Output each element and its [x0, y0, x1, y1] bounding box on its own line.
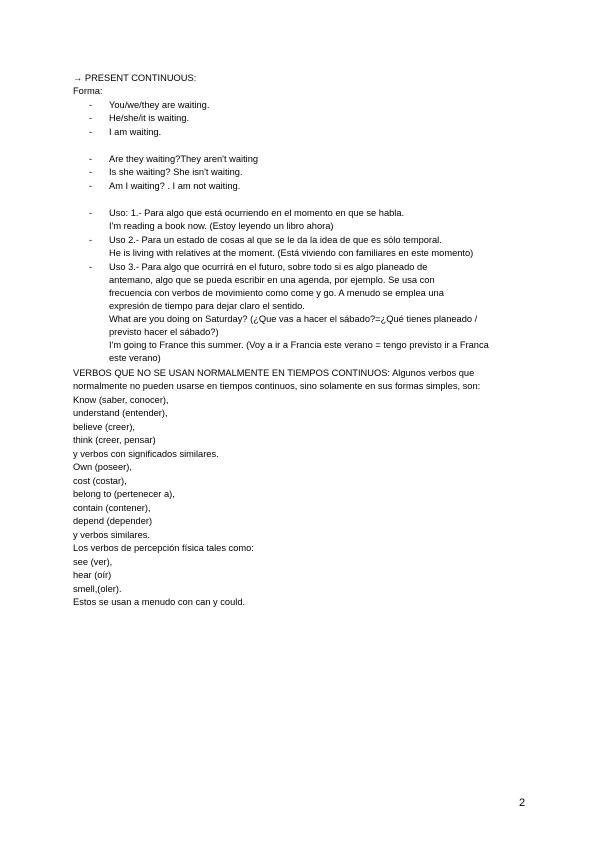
- verbs-line: cost (costar),: [73, 476, 127, 486]
- verbs-heading: VERBOS QUE NO SE USAN NORMALMENTE EN TIEMPOS CONTINUOS: Algunos verbos que: [73, 368, 475, 378]
- verbs-line: y verbos similares.: [73, 530, 150, 540]
- bullet-dash: -: [89, 127, 93, 137]
- uso-line: He is living with relatives at the moment. (Está viviendo con familiares en este momento): [109, 248, 474, 258]
- bullet-dash: -: [89, 167, 93, 177]
- verbs-line: Own (poseer),: [73, 462, 132, 472]
- verbs-line: y verbos con significados similares.: [73, 449, 219, 459]
- uso-line: este verano): [109, 353, 161, 363]
- uso-line: frecuencia con verbos de movimiento como come y go. A menudo se emplea una: [109, 288, 444, 298]
- verbs-line: Estos se usan a menudo con can y could.: [73, 597, 246, 607]
- forma-label: Forma:: [73, 86, 103, 96]
- uso-line: Uso 3.- Para algo que ocurrirá en el futuro, sobre todo si es algo planeado de: [109, 262, 428, 272]
- list-item: You/we/they are waiting.: [109, 100, 210, 110]
- verbs-line: smell,(oler).: [73, 584, 122, 594]
- uso-line: expresión de tiempo para dejar claro el sentido.: [109, 301, 305, 311]
- verbs-line: Los verbos de percepción física tales como:: [73, 543, 254, 553]
- bullet-dash: -: [89, 208, 93, 218]
- page-number: 2: [519, 797, 526, 809]
- uso-line: Uso 2.- Para un estado de cosas al que se le da la idea de que es sólo temporal.: [109, 235, 442, 245]
- bullet-dash: -: [89, 262, 93, 272]
- list-item: Am I waiting? . I am not waiting.: [109, 181, 241, 191]
- verbs-line: contain (contener),: [73, 503, 151, 513]
- uso-line: Uso: 1.- Para algo que está ocurriendo en el momento en que se habla.: [109, 208, 405, 218]
- list-item: He/she/it is waiting.: [109, 113, 190, 123]
- uso-line: I'm reading a book now. (Estoy leyendo un libro ahora): [109, 221, 334, 231]
- verbs-line: normalmente no pueden usarse en tiempos continuos, sino solamente en sus formas simples, son:: [73, 381, 481, 391]
- verbs-line: hear (oír): [73, 570, 112, 580]
- uso-line: I'm going to France this summer. (Voy a ir a Francia este verano = tengo previsto ir a Franca: [109, 340, 489, 350]
- list-item: Are they waiting?They aren't waiting: [109, 154, 259, 164]
- verbs-line: depend (depender): [73, 516, 153, 526]
- bullet-dash: -: [89, 100, 93, 110]
- verbs-line: think (creer, pensar): [73, 435, 156, 445]
- bullet-dash: -: [89, 113, 93, 123]
- section-heading: → PRESENT CONTINUOUS:: [73, 73, 197, 83]
- list-item: Is she waiting? She isn't waiting.: [109, 167, 243, 177]
- verbs-line: belong to (pertenecer a),: [73, 489, 175, 499]
- verbs-line: understand (entender),: [73, 408, 168, 418]
- uso-line: antemano, algo que se pueda escribir en una agenda, por ejemplo. Se usa con: [109, 275, 435, 285]
- verbs-line: see (ver),: [73, 557, 113, 567]
- bullet-dash: -: [89, 235, 93, 245]
- verbs-line: believe (creer),: [73, 422, 136, 432]
- verbs-line: Know (saber, conocer),: [73, 395, 169, 405]
- uso-line: previsto hacer el sábado?): [109, 327, 219, 337]
- list-item: I am waiting.: [109, 127, 162, 137]
- uso-line: What are you doing on Saturday? (¿Que vas a hacer el sábado?=¿Qué tienes planeado /: [109, 314, 478, 324]
- bullet-dash: -: [89, 154, 93, 164]
- bullet-dash: -: [89, 181, 93, 191]
